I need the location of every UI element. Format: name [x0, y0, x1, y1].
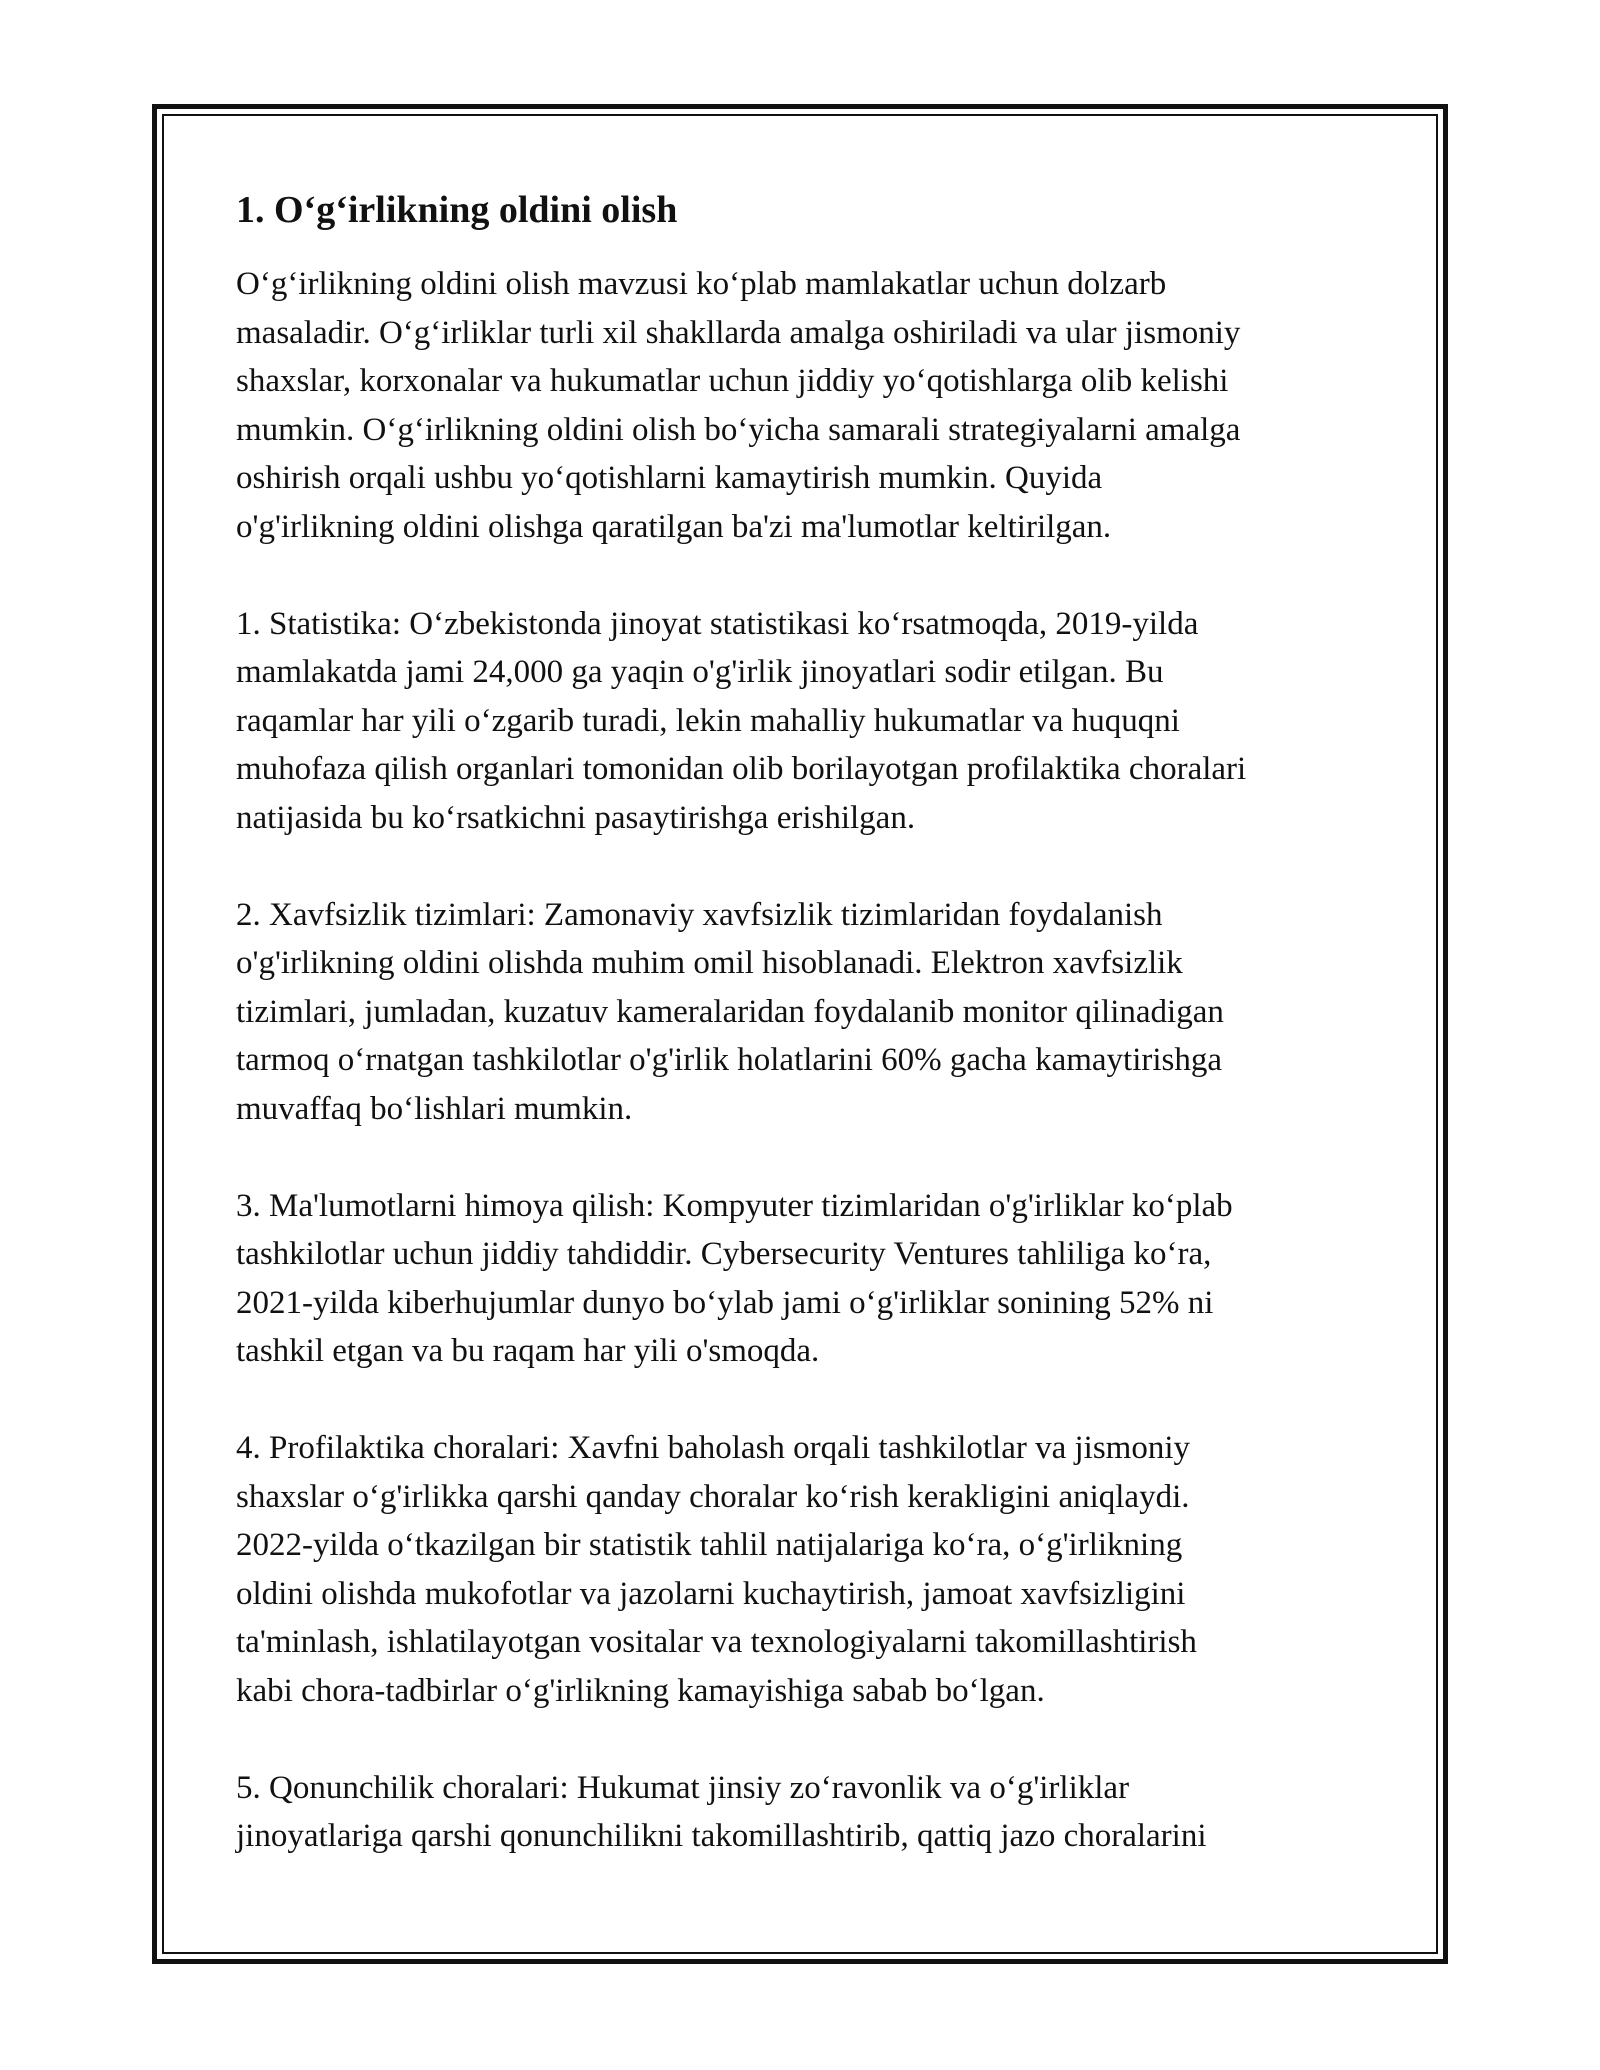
text-line: tizimlari, jumladan, kuzatuv kameralaridan foydalanib monitor qilinadigan: [236, 993, 1224, 1030]
text-line: mumkin. O‘g‘irlikning oldini olish bo‘yicha samarali strategiyalarni amalga: [236, 411, 1241, 448]
text-line: o'g'irlikning oldini olishga qaratilgan ba'zi ma'lumotlar keltirilgan.: [236, 508, 1112, 545]
paragraph-statistics: [236, 600, 1376, 843]
text-line: tarmoq o‘rnatgan tashkilotlar o'g'irlik holatlarini 60% gacha kamaytirishga: [236, 1042, 1223, 1078]
text-line: ta'minlash, ishlatilayotgan vositalar va texnologiyalarni takomillashtirish: [236, 1624, 1197, 1660]
text-line: raqamlar har yili o‘zgarib turadi, lekin mahalliy hukumatlar va huquqni: [236, 702, 1180, 739]
text-line: masaladir. O‘g‘irliklar turli xil shakllarda amalga oshiriladi va ular jismoniy: [236, 314, 1241, 351]
paragraph-data-protection: [236, 1182, 1376, 1376]
text-line: tashkil etgan va bu raqam har yili o'smoqda.: [236, 1333, 820, 1369]
text-line: muhofaza qilish organlari tomonidan olib borilayotgan profilaktika choralari: [236, 751, 1247, 787]
text-line: 5. Qonunchilik choralari: Hukumat jinsiy zo‘ravonlik va o‘g'irliklar: [236, 1769, 1130, 1806]
text-line: 2022-yilda o‘tkazilgan bir statistik tahlil natijalariga ko‘ra, o‘g'irlikning: [236, 1527, 1183, 1563]
text-line: kabi chora-tadbirlar o‘g'irlikning kamayishiga sabab bo‘lgan.: [236, 1672, 1045, 1709]
text-line: shaxslar o‘g'irlikka qarshi qanday choralar ko‘rish kerakligini aniqlaydi.: [236, 1478, 1190, 1515]
text-line: 3. Ma'lumotlarni himoya qilish: Kompyuter tizimlaridan o'g'irliklar ko‘plab: [236, 1187, 1233, 1224]
text-line: oshirish orqali ushbu yo‘qotishlarni kamaytirish mumkin. Quyida: [236, 460, 1103, 496]
paragraph-prevention-measures: [236, 1424, 1376, 1715]
text-line: oldini olishda mukofotlar va jazolarni kuchaytirish, jamoat xavfsizligini: [236, 1575, 1186, 1612]
text-line: jinoyatlariga qarshi qonunchilikni takomillashtirib, qattiq jazo choralarini: [236, 1818, 1207, 1854]
text-line: 2021-yilda kiberhujumlar dunyo bo‘ylab jami o‘g'irliklar sonining 52% ni: [236, 1284, 1214, 1321]
text-line: 1. Statistika: O‘zbekistonda jinoyat statistikasi ko‘rsatmoqda, 2019-yilda: [236, 605, 1199, 642]
document-body: [236, 186, 1376, 1909]
section-heading: 1. O‘g‘irlikning oldini olish: [236, 189, 678, 231]
text-line: o'g'irlikning oldini olishda muhim omil hisoblanadi. Elektron xavfsizlik: [236, 945, 1183, 981]
text-line: 2. Xavfsizlik tizimlari: Zamonaviy xavfsizlik tizimlaridan foydalanish: [236, 896, 1163, 933]
text-line: natijasida bu ko‘rsatkichni pasaytirishga erishilgan.: [236, 799, 916, 836]
text-line: tashkilotlar uchun jiddiy tahdiddir. Cybersecurity Ventures tahliliga ko‘ra,: [236, 1236, 1212, 1272]
text-line: muvaffaq bo‘lishlari mumkin.: [236, 1090, 633, 1127]
paragraph-legislation: [236, 1764, 1376, 1861]
text-line: O‘g‘irlikning oldini olish mavzusi ko‘plab mamlakatlar uchun dolzarb: [236, 266, 1167, 302]
text-line: mamlakatda jami 24,000 ga yaqin o'g'irlik jinoyatlari sodir etilgan. Bu: [236, 654, 1164, 690]
paragraph-intro: [236, 260, 1376, 551]
paragraph-security-systems: [236, 891, 1376, 1134]
text-line: shaxslar, korxonalar va hukumatlar uchun jiddiy yo‘qotishlarga olib kelishi: [236, 363, 1229, 399]
text-line: 4. Profilaktika choralari: Xavfni baholash orqali tashkilotlar va jismoniy: [236, 1430, 1191, 1466]
